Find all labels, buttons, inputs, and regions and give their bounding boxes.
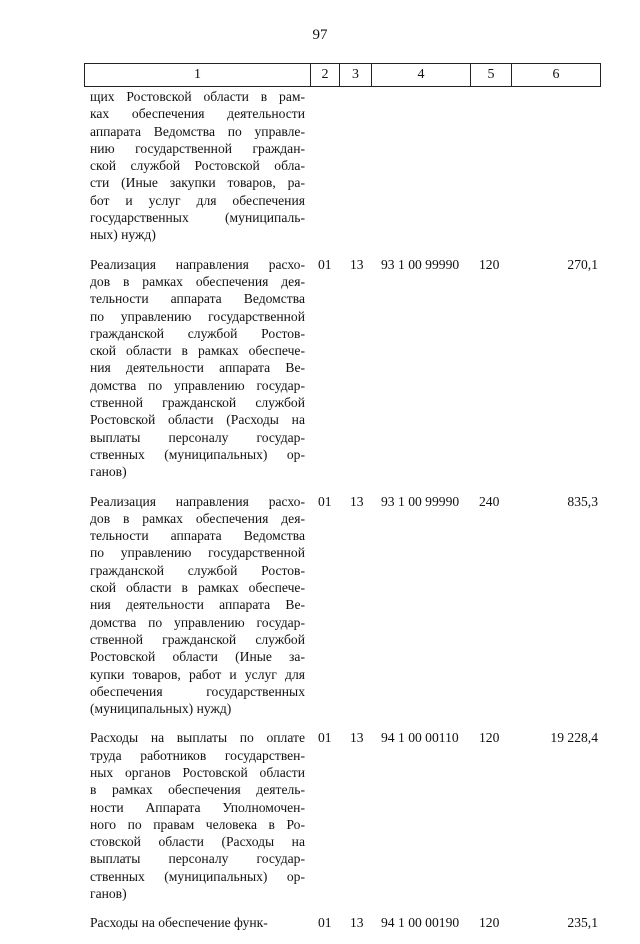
amount: 835,3 xyxy=(567,493,598,509)
description-line: домства по управлению государ- xyxy=(90,614,305,630)
row-description xyxy=(90,493,305,718)
column-header-table xyxy=(84,63,601,87)
row-description xyxy=(90,256,305,481)
description-line: Ростовской области (Иные за- xyxy=(90,649,305,665)
description-line: Расходы на выплаты по оплате xyxy=(90,730,305,746)
description-line: ных) нужд) xyxy=(90,227,156,243)
description-line: гражданской службой Ростов- xyxy=(90,562,305,578)
description-line: ния деятельности аппарата Ве- xyxy=(90,360,305,376)
description-line: ской области в рамках обеспече- xyxy=(90,580,305,596)
description-line: нию государственной граждан- xyxy=(90,140,305,156)
subsection-code: 13 xyxy=(350,730,364,746)
table-row xyxy=(0,729,640,902)
description-line: по управлению государственной xyxy=(90,545,305,561)
description-line: стовской области (Расходы на xyxy=(90,834,305,850)
description-line: (муниципальных) нужд) xyxy=(90,701,232,717)
table-row xyxy=(0,914,640,931)
column-header-5: 5 xyxy=(471,64,512,87)
subsection-code: 13 xyxy=(350,256,364,272)
description-line: выплаты персоналу государ- xyxy=(90,429,305,445)
expense-type-code: 120 xyxy=(479,730,500,746)
table-row xyxy=(0,256,640,481)
budget-table-body xyxy=(0,88,640,944)
description-line: ности Аппарата Уполномочен- xyxy=(90,799,305,815)
expense-type-code: 240 xyxy=(479,493,500,509)
table-row xyxy=(0,88,640,244)
expense-type-code: 120 xyxy=(479,256,500,272)
description-line: гражданской службой Ростов- xyxy=(90,325,305,341)
amount: 270,1 xyxy=(567,256,598,272)
description-line: ках обеспечения деятельности xyxy=(90,106,305,122)
description-line: ственной гражданской службой xyxy=(90,395,305,411)
section-code: 01 xyxy=(318,493,332,509)
description-line: щих Ростовской области в рам- xyxy=(90,89,305,104)
page-number: 97 xyxy=(312,27,328,43)
target-article-code: 94 1 00 00190 xyxy=(381,915,460,931)
description-line: дов в рамках обеспечения дея- xyxy=(90,273,305,289)
subsection-code: 13 xyxy=(350,915,364,931)
row-description xyxy=(90,88,305,244)
target-article-code: 93 1 00 99990 xyxy=(381,256,460,272)
description-line: по управлению государственной xyxy=(90,308,305,324)
description-line: ния деятельности аппарата Ве- xyxy=(90,597,305,613)
description-line: ственной гражданской службой xyxy=(90,631,305,647)
description-line: труда работников государствен- xyxy=(90,747,305,763)
section-code: 01 xyxy=(318,730,332,746)
description-line: домства по управлению государ- xyxy=(90,377,305,393)
description-line: обеспечения государственных xyxy=(90,683,305,699)
description-line: дов в рамках обеспечения дея- xyxy=(90,510,305,526)
description-line: ской службой Ростовской обла- xyxy=(90,158,305,174)
description-line: Реализация направления расхо- xyxy=(90,493,305,509)
description-line: бот и услуг для обеспечения xyxy=(90,192,305,208)
column-header-3: 3 xyxy=(340,64,372,87)
description-line: тельности аппарата Ведомства xyxy=(90,528,305,544)
section-code: 01 xyxy=(318,256,332,272)
description-line: ного по правам человека в Ро- xyxy=(90,816,305,832)
column-header-1: 1 xyxy=(85,64,311,87)
description-line: Расходы на обеспечение функ- xyxy=(90,915,268,931)
column-header-4: 4 xyxy=(372,64,471,87)
description-line: купки товаров, работ и услуг для xyxy=(90,666,305,682)
section-code: 01 xyxy=(318,915,332,931)
target-article-code: 93 1 00 99990 xyxy=(381,493,460,509)
description-line: Ростовской области (Расходы на xyxy=(90,412,305,428)
expense-type-code: 120 xyxy=(479,915,500,931)
description-line: ганов) xyxy=(90,886,127,902)
column-header-6: 6 xyxy=(512,64,601,87)
subsection-code: 13 xyxy=(350,493,364,509)
amount: 19 228,4 xyxy=(550,730,598,746)
description-line: ных органов Ростовской области xyxy=(90,764,305,780)
description-line: ственных (муниципальных) ор- xyxy=(90,446,305,462)
description-line: ственных (муниципальных) ор- xyxy=(90,868,305,884)
column-header-2: 2 xyxy=(311,64,340,87)
description-line: тельности аппарата Ведомства xyxy=(90,291,305,307)
target-article-code: 94 1 00 00110 xyxy=(381,730,459,746)
description-line: государственных (муниципаль- xyxy=(90,210,305,226)
description-line: ской области в рамках обеспече- xyxy=(90,343,305,359)
description-line: выплаты персоналу государ- xyxy=(90,851,305,867)
amount: 235,1 xyxy=(567,915,598,931)
row-description xyxy=(90,914,305,931)
description-line: ганов) xyxy=(90,464,127,480)
description-line: аппарата Ведомства по управле- xyxy=(90,123,305,139)
row-description xyxy=(90,729,305,902)
description-line: в рамках обеспечения деятель- xyxy=(90,782,305,798)
description-line: Реализация направления расхо- xyxy=(90,256,305,272)
column-header-row xyxy=(85,64,601,87)
table-row xyxy=(0,493,640,718)
description-line: сти (Иные закупки товаров, ра- xyxy=(90,175,305,191)
